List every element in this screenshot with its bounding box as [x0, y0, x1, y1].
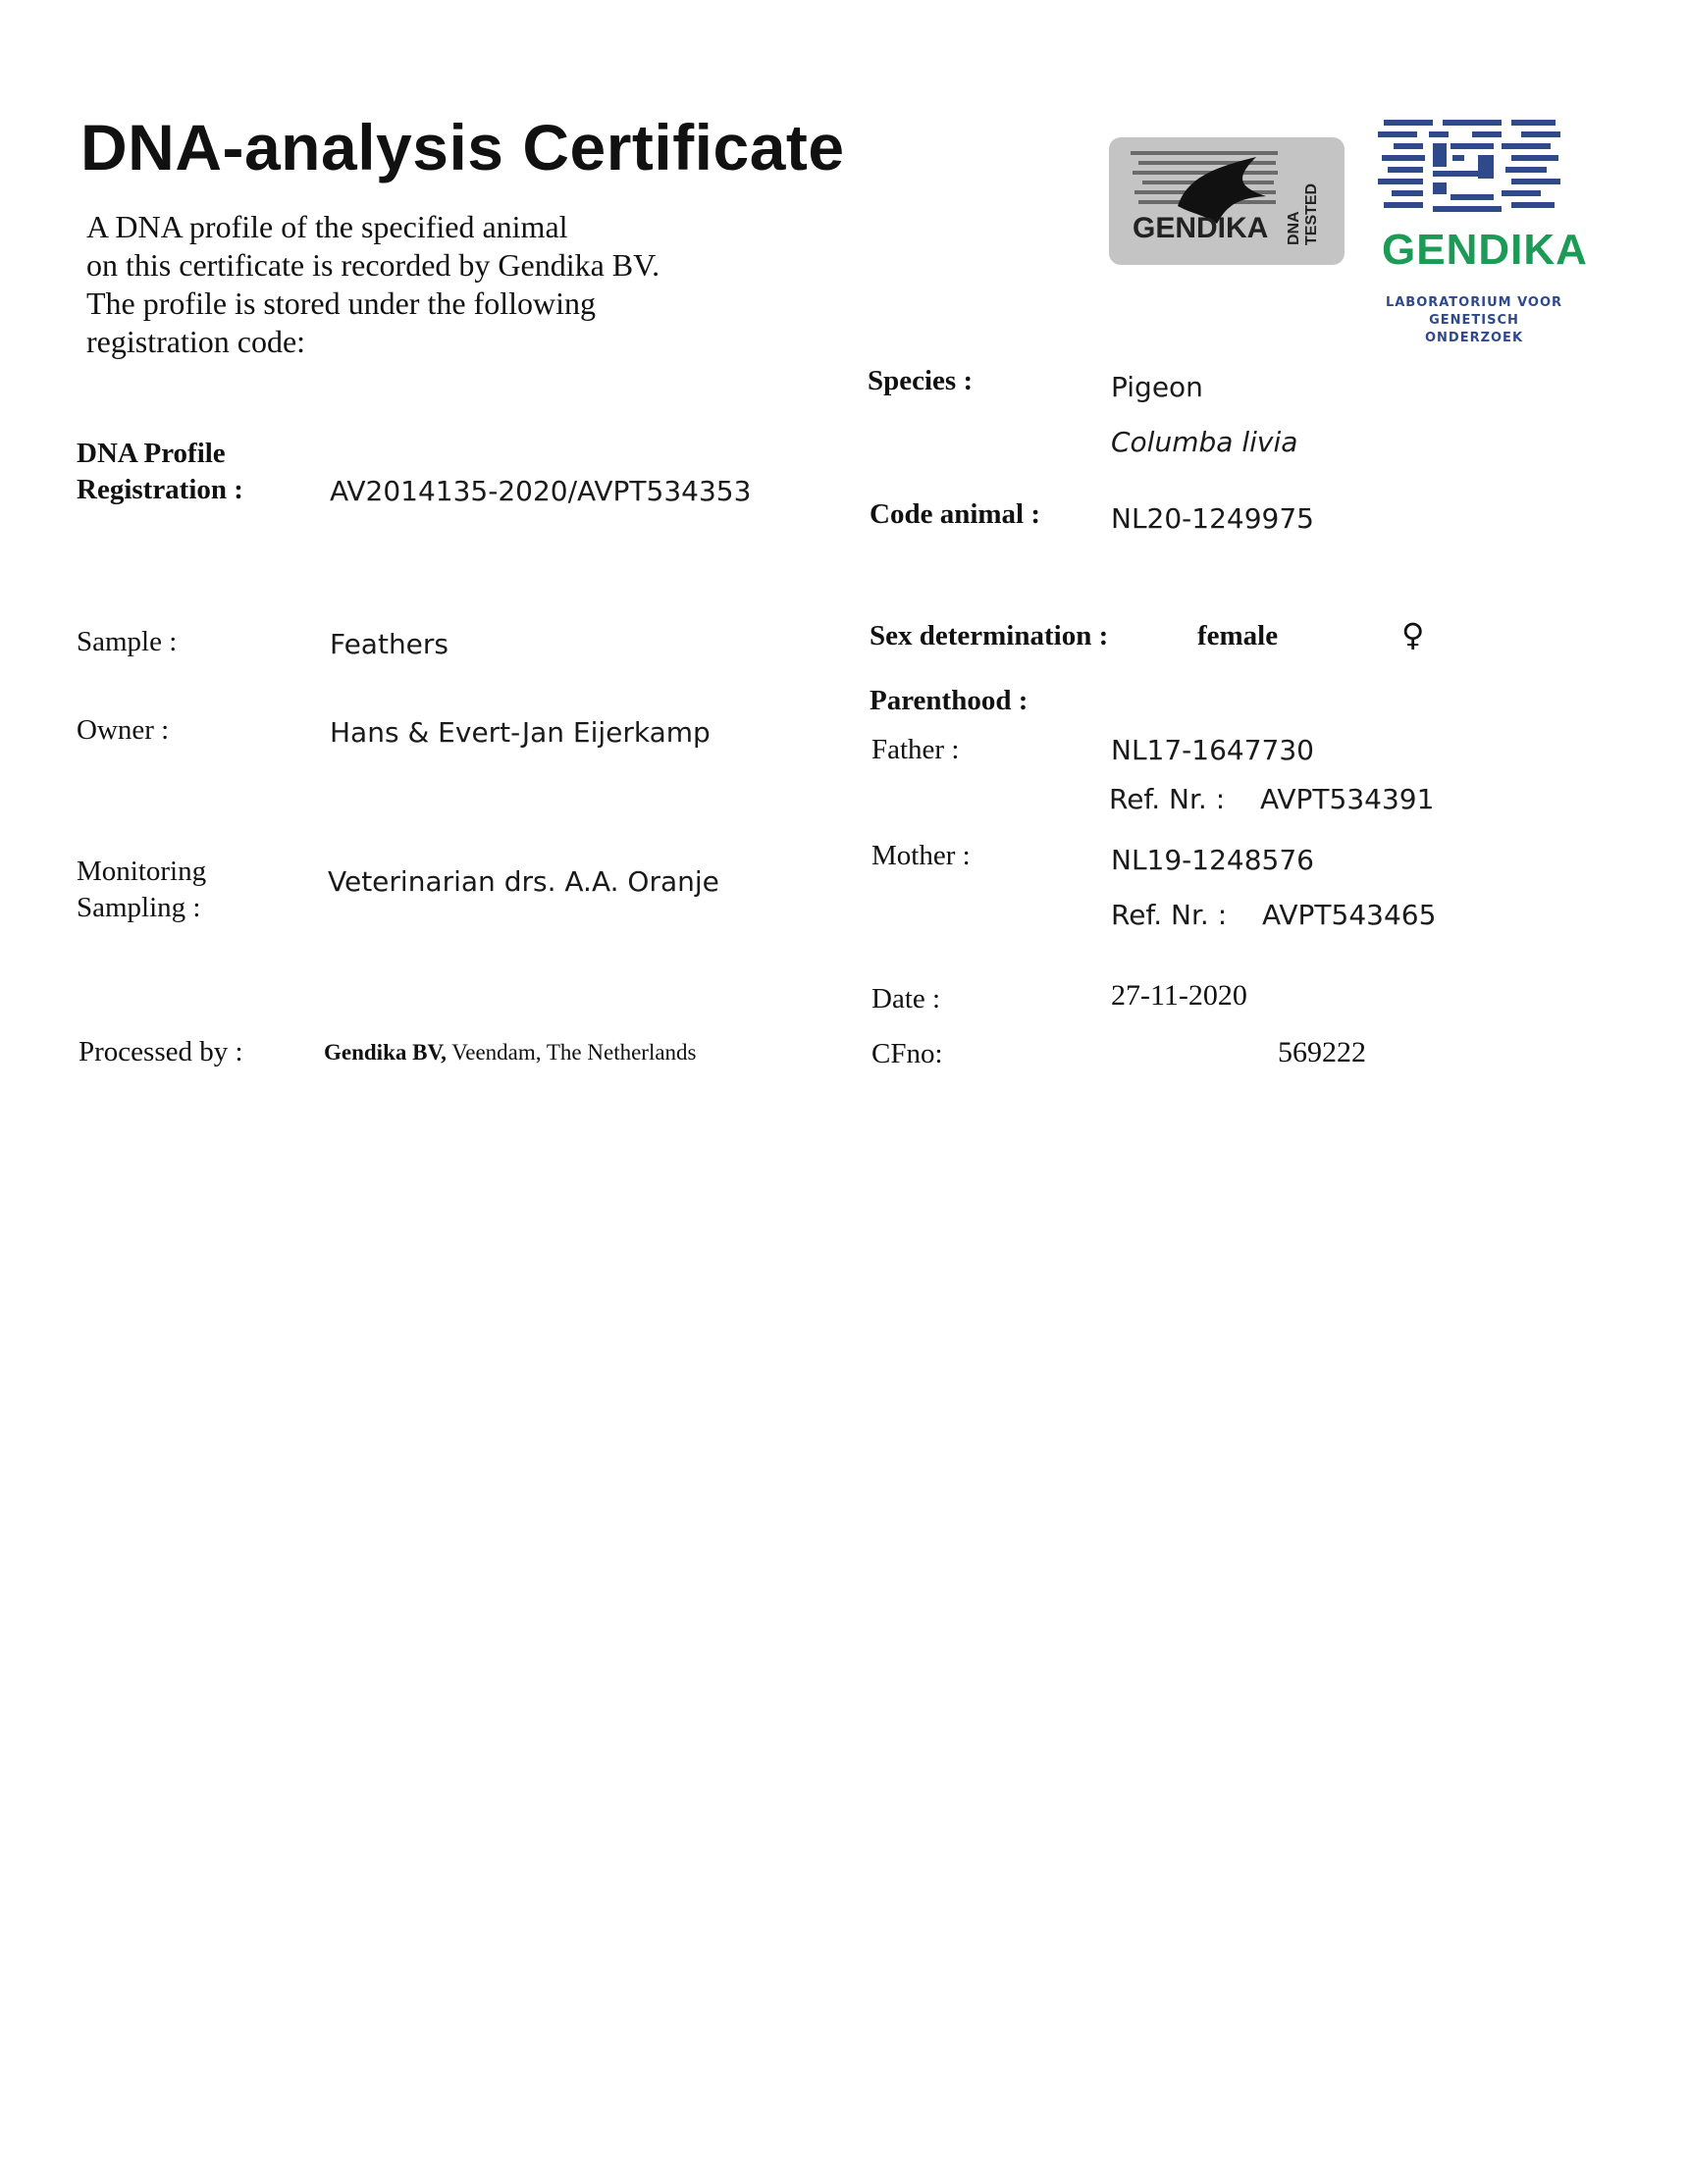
sex-label: Sex determination : — [870, 620, 1109, 651]
species-latin: Columba livia — [1111, 426, 1298, 458]
father-value: NL17-1647730 — [1111, 734, 1314, 766]
intro-line: The profile is stored under the following — [86, 286, 596, 321]
processed-label: Processed by : — [79, 1036, 243, 1067]
parenthood-label: Parenthood : — [870, 685, 1029, 716]
cfno-value: 569222 — [1278, 1036, 1366, 1068]
intro-line: registration code: — [86, 324, 306, 359]
registration-label: DNA Profile Registration : — [77, 438, 243, 505]
owner-label: Owner : — [77, 714, 170, 746]
intro-line: A DNA profile of the specified animal — [86, 209, 568, 244]
female-symbol-icon: ♀ — [1401, 616, 1425, 653]
cfno-label: CFno: — [871, 1038, 943, 1069]
certificate-title: DNA-analysis Certificate — [80, 111, 845, 183]
species-common: Pigeon — [1111, 371, 1203, 403]
intro-text — [86, 208, 659, 361]
sex-value: female — [1197, 620, 1279, 651]
date-value: 27-11-2020 — [1111, 979, 1247, 1012]
father-ref-value: AVPT534391 — [1260, 783, 1435, 815]
gendika-logo-icon — [1374, 116, 1570, 224]
gendika-wordmark: GENDIKA — [1382, 226, 1588, 274]
date-label: Date : — [871, 983, 941, 1014]
mother-ref-value: AVPT543465 — [1262, 899, 1437, 931]
owner-value: Hans & Evert-Jan Eijerkamp — [330, 716, 711, 749]
mother-value: NL19-1248576 — [1111, 844, 1314, 876]
father-label: Father : — [871, 734, 960, 765]
badge-brand: GENDIKA — [1133, 212, 1269, 244]
species-label: Species : — [868, 365, 974, 396]
badge-tested-text: DNA TESTED — [1286, 182, 1320, 245]
intro-line: on this certificate is recorded by Gendika BV. — [86, 247, 660, 283]
monitoring-value: Veterinarian drs. A.A. Oranje — [328, 865, 719, 898]
sample-label: Sample : — [77, 626, 178, 657]
monitoring-label: Monitoring Sampling : — [77, 856, 207, 923]
sample-value: Feathers — [330, 628, 449, 660]
dna-tested-badge — [1109, 137, 1345, 265]
code-animal-value: NL20-1249975 — [1111, 502, 1314, 535]
gendika-subtitle: LABORATORIUM VOOR GENETISCH ONDERZOEK — [1385, 295, 1563, 345]
processed-location: Veendam, The Netherlands — [451, 1040, 697, 1065]
processed-value — [324, 1040, 697, 1066]
registration-value: AV2014135-2020/AVPT534353 — [330, 475, 752, 507]
mother-label: Mother : — [871, 840, 971, 871]
processed-company: Gendika BV, — [324, 1040, 447, 1065]
code-animal-label: Code animal : — [870, 498, 1040, 530]
father-ref-label: Ref. Nr. : — [1109, 783, 1226, 815]
mother-ref-label: Ref. Nr. : — [1111, 899, 1228, 931]
